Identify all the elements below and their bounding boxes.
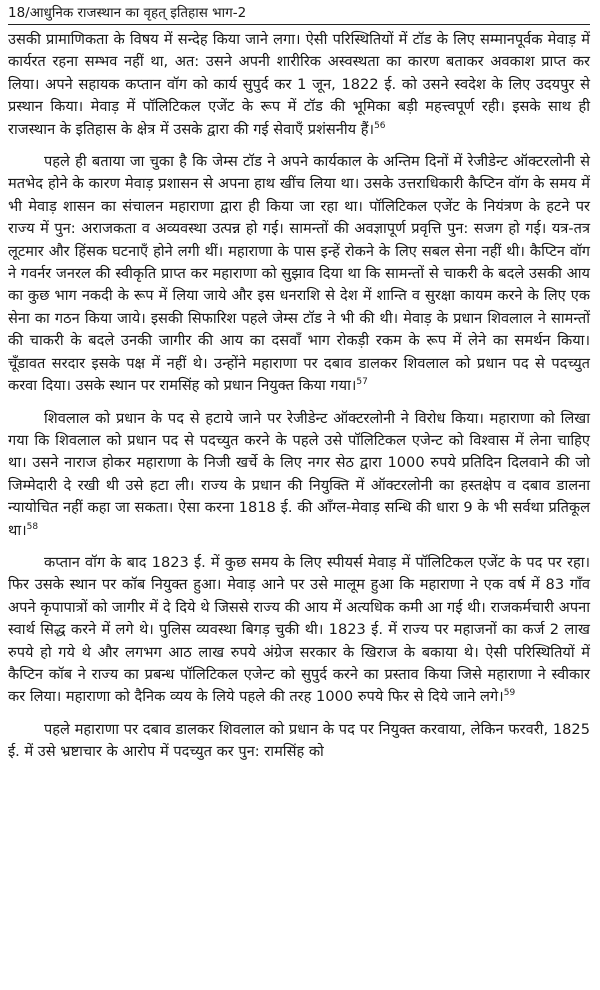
footnote-marker: 57: [356, 377, 368, 388]
footnote-marker: 59: [503, 688, 516, 699]
footnote-marker: 58: [26, 521, 39, 532]
paragraph-text: कप्तान वॉग के बाद 1823 ई. में कुछ समय के लिए स्पीयर्स मेवाड़ में पॉलिटिकल एजेंट के पद पर रहा। फिर उसके स्थान पर कॉब नियुक्त हुआ। मेवाड़ आने पर उसे मालूम हुआ कि महाराणा ने एक वर्ष में 83 गाँव अपने कृपापात्रों को जागीर में दे दिये थे जिससे राज्य की आय में अत्यधिक कमी आ गई थी। राजकर्मचारी अपना स्वार्थ सिद्ध करने में लगे थे। पुलिस व्यवस्था बिगड़ चुकी थी। 1823 ई. में राज्य पर महाजनों का कर्ज 2 लाख रुपये हो गये थे और लगभग आठ लाख रुपये अंग्रेज सरकार के खिराज के बकाया थे। ऐसी परिस्थितियों में कैप्टिन कॉब ने राज्य का प्रबन्ध पॉलिटिकल एजेन्ट को सुपुर्द करने का प्रस्ताव किया जिसे महाराणा ने स्वीकार कर लिया। महाराणा को दैनिक व्यय के लिये पहले की तरह 1000 रुपये फिर से दिये जाने लगे।: [8, 553, 590, 706]
paragraph-text: पहले ही बताया जा चुका है कि जेम्स टॉड ने अपने कार्यकाल के अन्तिम दिनों में रेजीडेन्ट ऑक्टरलोनी से मतभेद होने के कारण मेवाड़ प्रशासन से अपना हाथ खींच लिया था। उसके उत्तराधिकारी कैप्टिन वॉग के समय में भी मेवाड़ शासन का संचालन महाराणा द्वारा ही किया जा रहा था। पॉलिटिकल एजेंट के नियंत्रण के हटने पर राज्य में पुन: अराजकता व अव्यवस्था उत्पन्न हो गई। सामन्तों की अवज्ञापूर्ण प्रवृत्ति पुन: सजग हो गई। यत्र-तत्र लूटमार और हिंसक घटनाएँ होने लगी थीं। महाराणा के पास इन्हें रोकने के लिए सबल सेना नहीं थी। कैप्टिन वॉग ने गवर्नर जनरल की स्वीकृति प्राप्त कर महाराणा को सुझाव दिया था कि सामन्तों से चाकरी के बदले उसकी आय का कुछ भाग नकदी के रूप में लिया जाये और इस धनराशि से देश में शान्ति व सुरक्षा कायम करने के लिए एक सेना का गठन किया जाये। इसकी सिफारिश पहले जेम्स टॉड ने भी की थी। मेवाड़ के प्रधान शिवलाल ने सामन्तों की चाकरी के बदले उनकी जागीर की आय का दसवाँ भाग रोकड़ी रकम के रूप में लेने का समर्थन किया। चूँडावत सरदार इसके पक्ष में नहीं थे। उन्होंने महाराणा पर दबाव डालकर शिवलाल को प्रधान पद से पदच्युत करवा दिया। उसके स्थान पर रामसिंह को प्रधान नियुक्त किया गया।: [8, 153, 590, 395]
paragraph-text: शिवलाल को प्रधान के पद से हटाये जाने पर रेजीडेन्ट ऑक्टरलोनी ने विरोध किया। महाराणा को लिखा गया कि शिवलाल को प्रधान पद से पदच्युत करने के पहले उसे पॉलिटिकल एजेन्ट को विश्वास में लेना चाहिए था। उसने नाराज होकर महाराणा के निजी खर्चे के लिए नगर सेठ द्वारा 1000 रुपये प्रतिदिन दिलवाने की जो जिम्मेदारी दे रखी थी उसे हटा ली। राज्य के प्रधान की नियुक्ति में ऑक्टरलोनी का हस्तक्षेप व दबाव डालना न्यायोचित नहीं कहा जा सकता। ऐसा करना 1818 ई. की आँग्ल-मेवाड़ सन्धि की धारा 9 के भी सर्वथा प्रतिकूल था।: [8, 409, 590, 539]
paragraph-1: [8, 29, 590, 141]
footnote-marker: 56: [374, 120, 386, 131]
paragraph-4: [8, 552, 590, 709]
paragraph-5: [8, 719, 590, 764]
running-head: 18/आधुनिक राजस्थान का वृहत् इतिहास भाग-2: [8, 4, 590, 25]
paragraph-3: [8, 408, 590, 542]
paragraph-text: पहले महाराणा पर दबाव डालकर शिवलाल को प्रधान के पद पर नियुक्त करवाया, लेकिन फरवरी, 1825 ई. में उसे भ्रष्टाचार के आरोप में पदच्युत कर पुन: रामसिंह को: [8, 720, 590, 761]
paragraph-text: उसकी प्रामाणिकता के विषय में सन्देह किया जाने लगा। ऐसी परिस्थितियों में टॉड के लिए सम्मानपूर्वक मेवाड़ में कार्यरत रहना सम्भव नहीं था, अत: उसने अपनी शारीरिक अस्वस्थता का कारण बताकर अवकाश प्राप्त कर लिया। अपने सहायक कप्तान वॉग को कार्य सुपुर्द कर 1 जून, 1822 ई. को उसने स्वदेश के लिए उदयपुर से प्रस्थान किया। मेवाड़ में पॉलिटिकल एजेंट के रूप में टॉड की भूमिका बड़ी महत्त्वपूर्ण रही। इसके साथ ही राजस्थान के इतिहास के क्षेत्र में उसके द्वारा की गई सेवाएँ प्रशंसनीय हैं।: [8, 31, 590, 138]
paragraph-2: [8, 151, 590, 397]
